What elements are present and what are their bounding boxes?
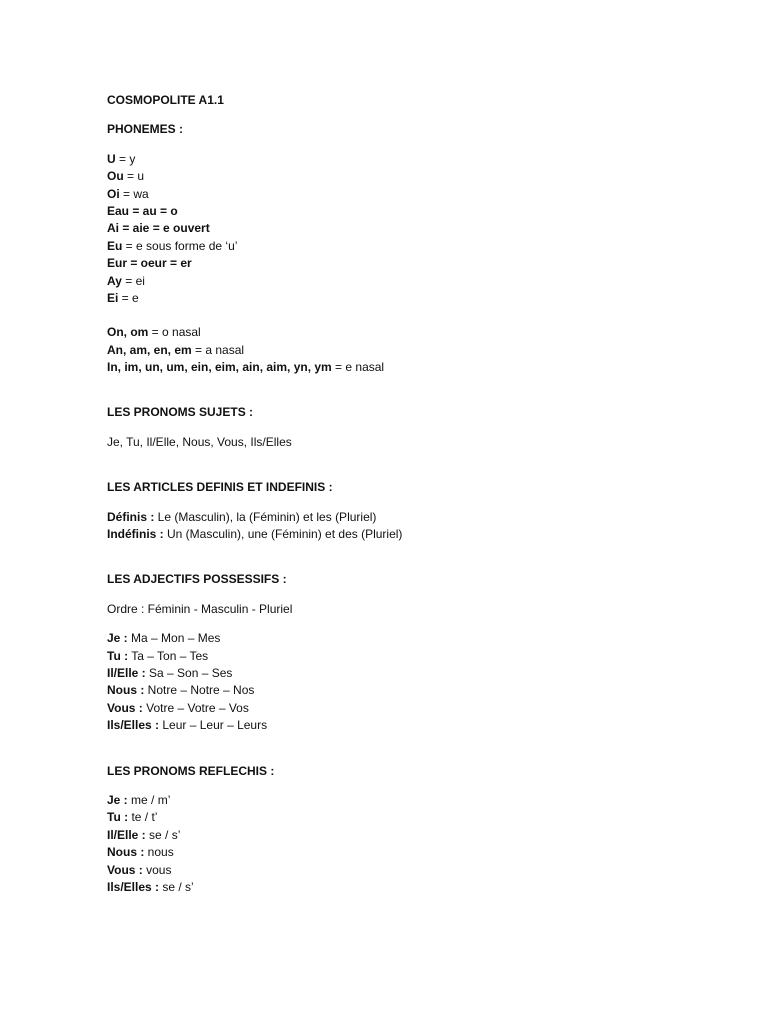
reflexive-key: Nous : — [107, 845, 145, 860]
nasal-value: = e nasal — [331, 360, 385, 375]
reflexive-value: se / s’ — [159, 879, 194, 894]
possessive-list — [107, 630, 727, 734]
possessive-order: Ordre : Féminin - Masculin - Pluriel — [107, 601, 293, 616]
reflexive-key: Vous : — [107, 862, 143, 877]
phoneme-line — [107, 255, 727, 272]
reflexive-row — [107, 844, 727, 861]
possessive-row — [107, 717, 727, 734]
phoneme-key: Ay — [107, 273, 122, 288]
phoneme-key: Oi — [107, 186, 120, 201]
possessive-value: Ta – Ton – Tes — [128, 648, 209, 663]
nasal-line — [107, 324, 727, 341]
possessive-key: Vous : — [107, 700, 143, 715]
nasal-line — [107, 359, 727, 376]
phoneme-line — [107, 186, 727, 203]
article-line-indefinite — [107, 526, 727, 543]
phoneme-key: U — [107, 151, 116, 166]
possessive-value: Votre – Votre – Vos — [142, 700, 249, 715]
possessive-key: Tu : — [107, 648, 129, 663]
phoneme-value: = e sous forme de ‘u’ — [122, 238, 238, 253]
possessive-value: Ma – Mon – Mes — [127, 631, 221, 646]
nasal-key: On, om — [107, 325, 149, 340]
phoneme-line — [107, 151, 727, 168]
possessive-row — [107, 648, 727, 665]
reflexive-row — [107, 862, 727, 879]
nasal-value: = o nasal — [148, 325, 201, 340]
phoneme-line — [107, 168, 727, 185]
nasal-value: = a nasal — [191, 342, 245, 357]
possessive-value: Sa – Son – Ses — [145, 665, 233, 680]
reflexive-row — [107, 792, 727, 809]
possessive-row — [107, 630, 727, 647]
possessive-value: Leur – Leur – Leurs — [159, 718, 268, 733]
reflexive-key: Il/Elle : — [107, 827, 146, 842]
possessive-key: Nous : — [107, 683, 145, 698]
phoneme-key: Ei — [107, 290, 119, 305]
phoneme-value: = ei — [121, 273, 145, 288]
reflexive-key: Je : — [107, 792, 128, 807]
phoneme-key: Ou — [107, 169, 124, 184]
phoneme-value: = u — [123, 169, 145, 184]
article-value: Un (Masculin), une (Féminin) et des (Pluriel) — [163, 527, 403, 542]
reflexive-value: te / t’ — [128, 810, 158, 825]
section-heading-phonemes: PHONEMES : — [107, 122, 184, 137]
nasal-line — [107, 342, 727, 359]
subject-pronouns-text: Je, Tu, Il/Elle, Nous, Vous, Ils/Elles — [107, 434, 292, 449]
section-heading-articles: LES ARTICLES DEFINIS ET INDEFINIS : — [107, 480, 333, 495]
possessive-value: Notre – Notre – Nos — [144, 683, 255, 698]
reflexive-value: nous — [144, 845, 174, 860]
possessive-key: Ils/Elles : — [107, 718, 160, 733]
possessive-row — [107, 682, 727, 699]
possessive-key: Je : — [107, 631, 128, 646]
section-heading-subject-pronouns: LES PRONOMS SUJETS : — [107, 405, 254, 420]
reflexive-key: Ils/Elles : — [107, 879, 160, 894]
phoneme-key: Ai = aie = e ouvert — [107, 221, 210, 236]
reflexive-row — [107, 827, 727, 844]
article-key: Indéfinis : — [107, 527, 164, 542]
document-page — [107, 92, 727, 896]
article-line-definite — [107, 509, 727, 526]
phoneme-line — [107, 220, 727, 237]
nasal-list — [107, 324, 727, 376]
possessive-key: Il/Elle : — [107, 665, 146, 680]
reflexive-value: vous — [142, 862, 172, 877]
phoneme-key: Eau = au = o — [107, 203, 178, 218]
possessive-row — [107, 665, 727, 682]
reflexive-row — [107, 809, 727, 826]
nasal-key: In, im, un, um, ein, eim, ain, aim, yn, ym — [107, 360, 332, 375]
nasal-key: An, am, en, em — [107, 342, 192, 357]
reflexive-value: se / s’ — [145, 827, 181, 842]
reflexive-list — [107, 792, 727, 896]
section-heading-reflexives: LES PRONOMS REFLECHIS : — [107, 763, 275, 778]
phoneme-line — [107, 203, 727, 220]
phoneme-value: = wa — [119, 186, 149, 201]
reflexive-key: Tu : — [107, 810, 129, 825]
section-heading-possessives: LES ADJECTIFS POSSESSIFS : — [107, 572, 287, 587]
phoneme-value: = y — [115, 151, 136, 166]
phoneme-line — [107, 273, 727, 290]
phoneme-line — [107, 238, 727, 255]
reflexive-value: me / m’ — [127, 792, 171, 807]
phoneme-key: Eu — [107, 238, 123, 253]
possessive-row — [107, 700, 727, 717]
reflexive-row — [107, 879, 727, 896]
phoneme-value: = e — [118, 290, 139, 305]
phoneme-line — [107, 290, 727, 307]
article-key: Définis : — [107, 509, 155, 524]
article-value: Le (Masculin), la (Féminin) et les (Pluriel) — [154, 509, 377, 524]
document-title: COSMOPOLITE A1.1 — [107, 93, 224, 107]
phoneme-list — [107, 151, 727, 308]
phoneme-key: Eur = oeur = er — [107, 256, 192, 271]
